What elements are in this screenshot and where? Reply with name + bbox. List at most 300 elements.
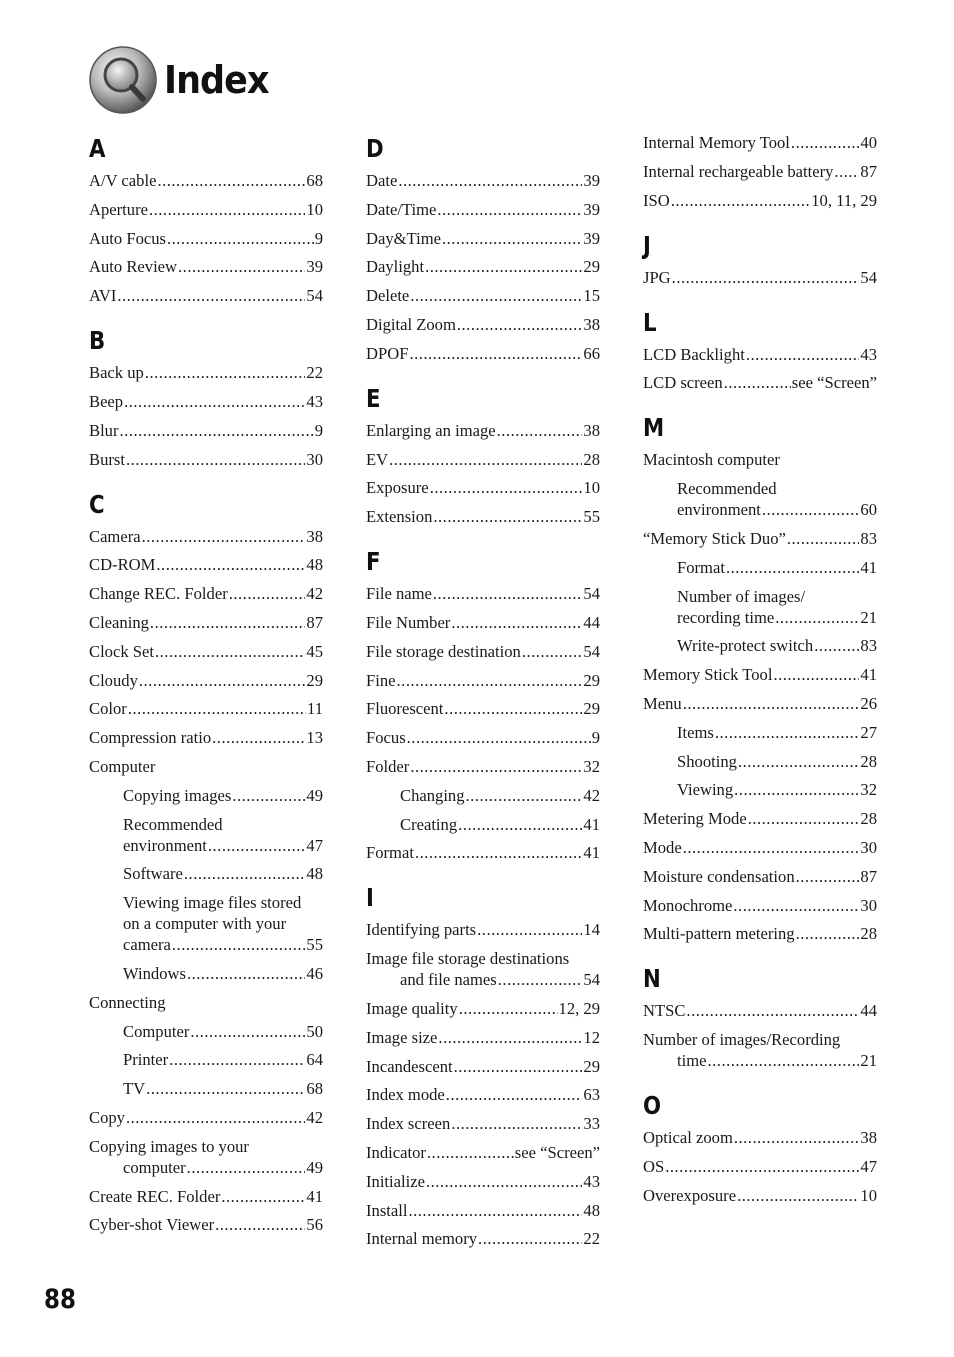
dot-leader [407,727,591,748]
index-entry [366,343,600,364]
dot-leader [212,727,305,748]
dot-leader [726,557,859,578]
entry-term: Clock Set [89,641,154,661]
dot-leader [734,1127,860,1148]
dot-leader [738,751,859,772]
entry-page: 68 [306,1079,323,1099]
entry-page: 44 [583,612,600,632]
dot-leader [715,722,860,743]
index-entry [366,842,600,863]
index-entry [366,919,600,940]
index-entry [366,170,600,191]
index-entry [89,670,323,691]
entry-term: Extension [366,507,433,527]
entry-page: 87 [860,866,877,886]
entry-page: 22 [583,1229,600,1249]
entry-term: Number of images/Recording [643,1030,841,1050]
index-entry [89,992,323,1013]
dot-leader [157,170,305,191]
entry-page: 28 [860,924,877,944]
entry-page: 83 [860,636,877,656]
entry-term: Monochrome [643,895,733,915]
dot-leader [457,314,583,335]
entry-page: 21 [860,607,877,627]
dot-leader [430,477,583,498]
dot-leader [665,1156,859,1177]
entry-page: 43 [583,1171,600,1191]
entry-term: Daylight [366,257,425,277]
dot-leader [415,842,582,863]
index-section [643,229,877,288]
entry-page: 39 [306,257,323,277]
entry-term: Index mode [366,1085,445,1105]
entry-term: Create REC. Folder [89,1186,221,1206]
dot-leader [117,285,305,306]
entry-term: Menu [643,693,682,713]
entry-term: Shooting [677,751,737,771]
dot-leader [126,1107,305,1128]
entry-page: 42 [306,584,323,604]
dot-leader [187,963,305,984]
index-entry [366,948,600,990]
dot-leader [734,779,859,800]
section-letter: N [643,964,661,994]
entry-page: 43 [306,391,323,411]
dot-leader [410,756,582,777]
entry-term: Cleaning [89,612,149,632]
index-entry [89,892,323,955]
dot-leader [156,554,305,575]
entry-page: 12, 29 [558,998,600,1018]
dot-leader [522,641,583,662]
dot-leader [497,420,583,441]
entry-term: LCD screen [643,373,723,393]
dot-leader [437,199,582,220]
index-entry [89,199,323,220]
entry-page: 41 [860,557,877,577]
magnifier-icon [88,45,158,115]
index-section [366,382,600,527]
index-entry [643,1185,877,1206]
index-entry [643,267,877,288]
dot-leader [433,506,582,527]
index-entry [643,779,877,800]
dot-leader [408,1200,582,1221]
entry-page: 63 [583,1085,600,1105]
entry-term: Viewing [677,780,734,800]
entry-term: on a computer with your [123,914,287,934]
entry-page: 40 [860,133,877,152]
entry-term: Image size [366,1027,438,1047]
dot-leader [708,1050,860,1071]
section-letter: O [643,1091,662,1121]
index-entry [366,1056,600,1077]
entry-term: Internal rechargeable battery [643,161,834,181]
dot-leader [451,612,582,633]
dot-leader [451,1113,582,1134]
index-entry [643,528,877,549]
index-entry [366,612,600,633]
index-entry [643,635,877,656]
index-entry [366,727,600,748]
entry-term: Initialize [366,1171,425,1191]
entry-term: Copy [89,1107,125,1127]
dot-leader [120,420,314,441]
dot-leader [733,895,859,916]
dot-leader [787,528,860,549]
entry-term: Change REC. Folder [89,584,228,604]
index-entry [643,161,877,182]
dot-leader [686,1000,859,1021]
index-entry [366,1113,600,1134]
entry-page: 64 [306,1050,323,1070]
index-section [89,132,323,306]
entry-page: 41 [860,665,877,685]
index-entry [89,583,323,604]
index-entry [366,814,600,835]
entry-term: recording time [677,607,775,627]
entry-page: 39 [583,199,600,219]
index-entry [366,256,600,277]
entry-term: Indicator [366,1142,426,1162]
entry-page: 55 [583,507,600,527]
dot-leader [773,664,859,685]
dot-leader [425,256,582,277]
entry-term: Cyber-shot Viewer [89,1215,215,1235]
index-entry [89,727,323,748]
index-entry [643,1029,877,1071]
index-section [366,132,600,364]
entry-term: Aperture [89,199,148,219]
dot-leader [427,1142,514,1163]
dot-leader [410,285,582,306]
index-entry [89,228,323,249]
entry-page: 48 [306,864,323,884]
entry-term: Color [89,699,127,719]
entry-term: Enlarging an image [366,420,496,440]
index-entry [643,664,877,685]
dot-leader [444,698,582,719]
entry-term: Camera [89,526,141,546]
entry-term: camera [123,935,171,955]
entry-page: 32 [583,756,600,776]
entry-term: Write-protect switch [677,636,814,656]
dot-leader [146,1078,305,1099]
dot-leader [145,362,306,383]
entry-term: Macintosh computer [643,450,780,470]
entry-page: 10, 11, 29 [811,190,877,210]
index-entry [89,170,323,191]
index-section [89,324,323,469]
section-letter: C [89,489,105,519]
entry-page: 22 [306,363,323,383]
entry-term: Digital Zoom [366,314,456,334]
entry-term: Focus [366,728,406,748]
index-entry [643,132,877,153]
entry-term: NTSC [643,1001,686,1021]
dot-leader [454,1056,583,1077]
index-entry [643,557,877,578]
index-entry [643,478,877,520]
dot-leader [184,863,306,884]
index-entry [366,698,600,719]
index-entry [89,1021,323,1042]
dot-leader [187,1157,306,1178]
entry-page: 54 [583,641,600,661]
entry-page: 9 [591,728,600,748]
index-entry [366,641,600,662]
page-title: Index [164,58,269,102]
entry-term: Delete [366,286,410,306]
entry-term: Viewing image files stored [123,893,302,913]
index-entry [643,808,877,829]
entry-term: “Memory Stick Duo” [643,528,786,548]
dot-leader [671,190,810,211]
entry-term: Back up [89,363,144,383]
entry-term: File storage destination [366,641,521,661]
dot-leader [126,449,305,470]
entry-page: 42 [583,785,600,805]
dot-leader [796,923,860,944]
entry-page: 10 [306,199,323,219]
entry-page: 38 [860,1128,877,1148]
entry-page: 54 [860,267,877,287]
dot-leader [398,170,582,191]
dot-leader [466,785,583,806]
section-letter: F [366,547,381,577]
index-entry [643,837,877,858]
index-entry [643,586,877,628]
index-entry [366,199,600,220]
dot-leader [477,919,582,940]
index-entry [89,963,323,984]
entry-term: time [677,1051,707,1071]
entry-term: A/V cable [89,171,157,190]
dot-leader [672,267,860,288]
entry-term: Windows [123,963,186,983]
entry-term: Folder [366,756,410,776]
dot-leader [232,785,305,806]
entry-page: 11 [307,699,323,719]
entry-term: Auto Focus [89,228,166,248]
index-entry [89,814,323,856]
entry-page: 28 [583,449,600,469]
entry-page: 49 [306,785,323,805]
index-entry [89,526,323,547]
entry-page: see “Screen” [791,373,877,393]
entry-page: 30 [860,837,877,857]
entry-page: 29 [583,257,600,277]
entry-term: Printer [123,1050,169,1070]
entry-term: Identifying parts [366,920,477,940]
dot-leader [190,1021,305,1042]
entry-page: 49 [306,1157,323,1177]
entry-term: Incandescent [366,1056,453,1076]
index-entry [89,285,323,306]
index-entry [89,554,323,575]
index-section [366,881,600,1249]
index-column-3 [643,132,877,1224]
index-entry [643,1000,877,1021]
entry-term: Memory Stick Tool [643,665,773,685]
dot-leader [775,607,859,628]
entry-page: 9 [314,420,323,440]
index-entry [89,362,323,383]
index-entry [366,756,600,777]
dot-leader [459,998,558,1019]
entry-page: 66 [583,343,600,363]
index-entry [366,420,600,441]
entry-term: Cloudy [89,670,138,690]
entry-page: 41 [306,1186,323,1206]
dot-leader [762,499,860,520]
dot-leader [167,228,314,249]
index-entry [643,190,877,211]
dot-leader [478,1228,582,1249]
entry-page: 29 [583,699,600,719]
entry-term: JPG [643,267,671,287]
entry-page: 14 [583,920,600,940]
section-letter: J [643,230,651,260]
page-number: 88 [44,1284,76,1315]
entry-term: Date [366,171,398,190]
index-section [643,411,877,944]
index-entry [89,785,323,806]
dot-leader [791,132,859,153]
index-entry [366,670,600,691]
index-entry [89,1078,323,1099]
dot-leader [221,1186,305,1207]
entry-term: Copying images to your [89,1136,249,1156]
entry-term: Internal memory [366,1229,478,1249]
entry-term: File name [366,584,432,604]
entry-term: Image quality [366,998,458,1018]
dot-leader [433,583,583,604]
entry-page: 13 [306,728,323,748]
entry-term: Computer [123,1021,190,1041]
index-entry [89,612,323,633]
index-entry [366,228,600,249]
entry-page: 9 [314,228,323,248]
entry-term: Format [677,557,725,577]
index-entry [366,998,600,1019]
entry-term: Changing [400,785,465,805]
entry-page: 41 [583,814,600,834]
dot-leader [128,698,306,719]
entry-term: Computer [89,756,156,776]
dot-leader [426,1171,582,1192]
entry-page: 60 [860,500,877,520]
index-entry [89,420,323,441]
entry-page: 48 [306,555,323,575]
entry-term: Fluorescent [366,699,444,719]
entry-page: 68 [306,171,323,190]
dot-leader [389,449,582,470]
entry-term: DPOF [366,343,409,363]
index-entry [643,344,877,365]
entry-term: Recommended [123,814,223,834]
dot-leader [150,612,305,633]
index-entry [366,785,600,806]
entry-page: 47 [860,1156,877,1176]
index-entry [366,1142,600,1163]
index-entry [366,1200,600,1221]
entry-page: 32 [860,780,877,800]
entry-page: 47 [306,835,323,855]
entry-term: TV [123,1079,146,1099]
entry-page: 10 [860,1185,877,1205]
entry-page: 26 [860,693,877,713]
entry-page: 29 [583,1056,600,1076]
entry-term: and file names [400,970,497,990]
index-entry [89,1049,323,1070]
entry-page: 54 [583,970,600,990]
index-entry [643,895,877,916]
index-entry [89,256,323,277]
entry-term: Overexposure [643,1185,737,1205]
index-section [643,1089,877,1206]
entry-page: 28 [860,751,877,771]
entry-term: LCD Backlight [643,344,745,364]
dot-leader [683,693,860,714]
entry-term: Blur [89,420,119,440]
dot-leader [172,934,306,955]
entry-term: Beep [89,391,124,411]
entry-page: 44 [860,1001,877,1021]
index-column-1 [89,132,323,1253]
entry-term: Optical zoom [643,1128,733,1148]
index-entry [366,449,600,470]
entry-page: 41 [583,843,600,863]
index-entry [643,693,877,714]
dot-leader [748,808,860,829]
entry-term: Burst [89,449,125,469]
dot-leader [409,343,582,364]
index-entry [89,391,323,412]
index-entry [89,863,323,884]
entry-term: Format [366,843,414,863]
dot-leader [139,670,306,691]
section-letter: A [89,134,106,163]
entry-page: 42 [306,1107,323,1127]
dot-leader [169,1049,305,1070]
dot-leader [142,526,306,547]
entry-term: Connecting [89,992,166,1012]
entry-term: environment [123,835,207,855]
entry-term: Internal Memory Tool [643,133,790,152]
entry-term: Auto Review [89,257,178,277]
entry-term: Index screen [366,1114,451,1134]
entry-term: Day&Time [366,228,441,248]
entry-page: 38 [306,526,323,546]
index-entry [366,314,600,335]
index-entry [89,1107,323,1128]
index-entry [89,698,323,719]
entry-term: Install [366,1200,408,1220]
entry-term: Copying images [123,785,232,805]
entry-term: Items [677,722,714,742]
entry-term: environment [677,500,761,520]
index-entry [366,583,600,604]
entry-term: OS [643,1156,665,1176]
entry-term: Date/Time [366,199,437,219]
entry-page: 50 [306,1021,323,1041]
index-column-2 [366,132,600,1267]
index-entry [89,1136,323,1178]
entry-page: 15 [583,286,600,306]
dot-leader [814,635,859,656]
entry-page: 45 [306,641,323,661]
